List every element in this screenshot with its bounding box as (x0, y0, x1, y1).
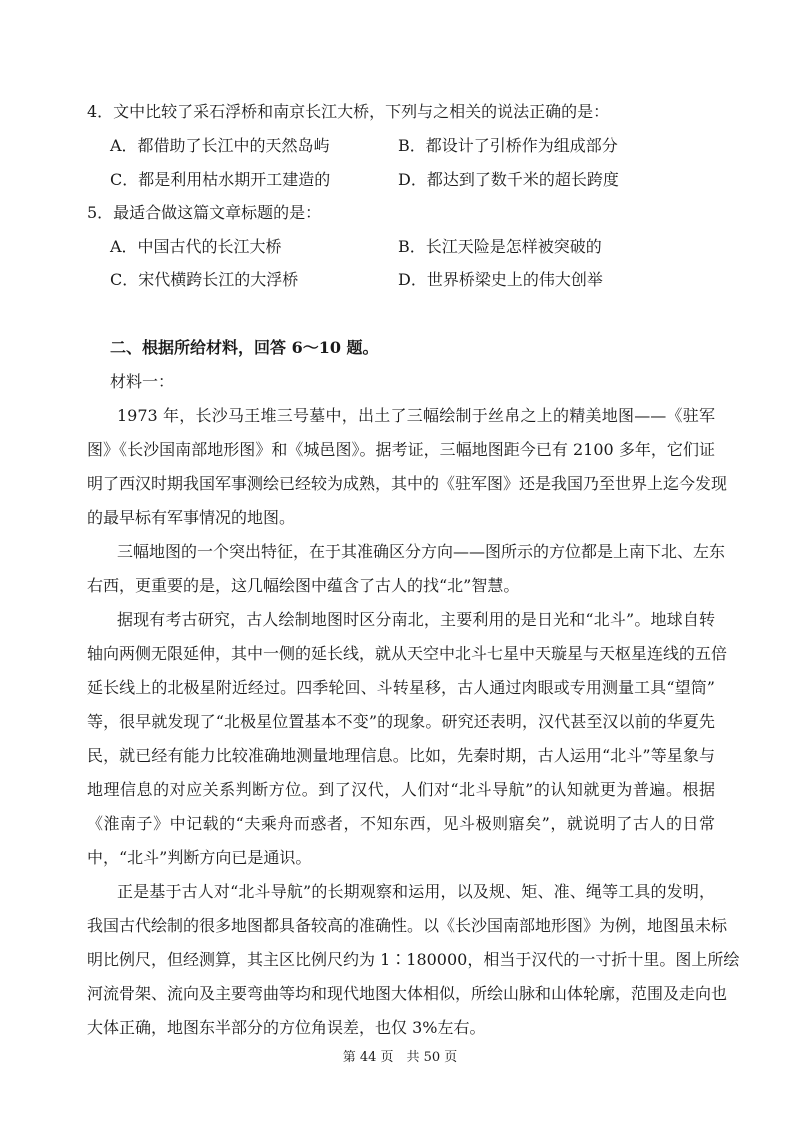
question-5-option-b: B．长江天险是怎样被突破的 (398, 237, 602, 256)
question-4-stem: 4．文中比较了采石浮桥和南京长江大桥，下列与之相关的说法正确的是： (87, 102, 610, 121)
question-5-option-c: C．宋代横跨长江的大浮桥 (110, 270, 299, 289)
paragraph-line: 1973 年，长沙马王堆三号墓中，出土了三幅绘制于丝帛之上的精美地图——《驻军 (117, 406, 715, 425)
question-4-option-a: A．都借助了长江中的天然岛屿 (110, 136, 330, 155)
paragraph-line: 轴向两侧无限延伸，其中一侧的延长线，就从天空中北斗七星中天璇星与天枢星连线的五倍 (87, 644, 728, 663)
paragraph-line: 的最早标有军事情况的地图。 (87, 508, 296, 527)
question-4-option-d: D．都达到了数千米的超长跨度 (398, 170, 619, 189)
section-heading: 二、根据所给材料，回答 6～10 题。 (110, 338, 379, 357)
paragraph-line: 三幅地图的一个突出特征，在于其准确区分方向——图所示的方位都是上南下北、左东 (117, 542, 726, 561)
paragraph-line: 正是基于古人对“北斗导航”的长期观察和运用，以及规、矩、准、绳等工具的发明， (117, 882, 715, 901)
paragraph-line: 地理信息的对应关系判断方位。到了汉代，人们对“北斗导航”的认知就更为普遍。根据 (87, 780, 715, 799)
question-4-option-b: B．都设计了引桥作为组成部分 (398, 136, 618, 155)
paragraph-line: 明了西汉时期我国军事测绘已经较为成熟，其中的《驻军图》还是我国乃至世界上迄今发现 (87, 474, 728, 493)
paragraph-line: 《淮南子》中记载的“夫乘舟而惑者，不知东西，见斗极则寤矣”，就说明了古人的日常 (87, 814, 715, 833)
material-label: 材料一： (110, 372, 175, 391)
paragraph-line: 中，“北斗”判断方向已是通识。 (87, 848, 312, 867)
paragraph-line: 右西，更重要的是，这几幅绘图中蕴含了古人的找“北”智慧。 (87, 576, 520, 595)
paragraph-line: 明比例尺，但经测算，其主区比例尺约为 1∶180000，相当于汉代的一寸折十里。图上所绘 (87, 950, 740, 969)
question-4-option-c: C．都是利用枯水期开工建造的 (110, 170, 331, 189)
question-5-stem: 5．最适合做这篇文章标题的是： (87, 203, 322, 222)
paragraph-line: 大体正确，地图东半部分的方位角误差，也仅 3%左右。 (87, 1018, 486, 1037)
paragraph-line: 等，很早就发现了“北极星位置基本不变”的现象。研究还表明，汉代甚至汉以前的华夏先 (87, 712, 715, 731)
paragraph-line: 我国古代绘制的很多地图都具备较高的准确性。以《长沙国南部地形图》为例，地图虽未标 (87, 916, 728, 935)
paragraph-line: 民，就已经有能力比较准确地测量地理信息。比如，先秦时期，古人运用“北斗”等星象与 (87, 746, 715, 765)
paragraph-line: 河流骨架、流向及主要弯曲等均和现代地图大体相似，所绘山脉和山体轮廓，范围及走向也 (87, 984, 728, 1003)
page-footer: 第 44 页 共 50 页 (342, 1050, 458, 1065)
paragraph-line: 据现有考古研究，古人绘制地图时区分南北，主要利用的是日光和“北斗”。地球自转 (117, 610, 715, 629)
question-5-option-a: A．中国古代的长江大桥 (110, 237, 282, 256)
paragraph-line: 图》《长沙国南部地形图》和《城邑图》。据考证，三幅地图距今已有 2100 多年，它们证 (87, 440, 715, 459)
question-5-option-d: D．世界桥梁史上的伟大创举 (398, 270, 603, 289)
paragraph-line: 延长线上的北极星附近经过。四季轮回、斗转星移，古人通过肉眼或专用测量工具“望筒” (87, 678, 715, 697)
